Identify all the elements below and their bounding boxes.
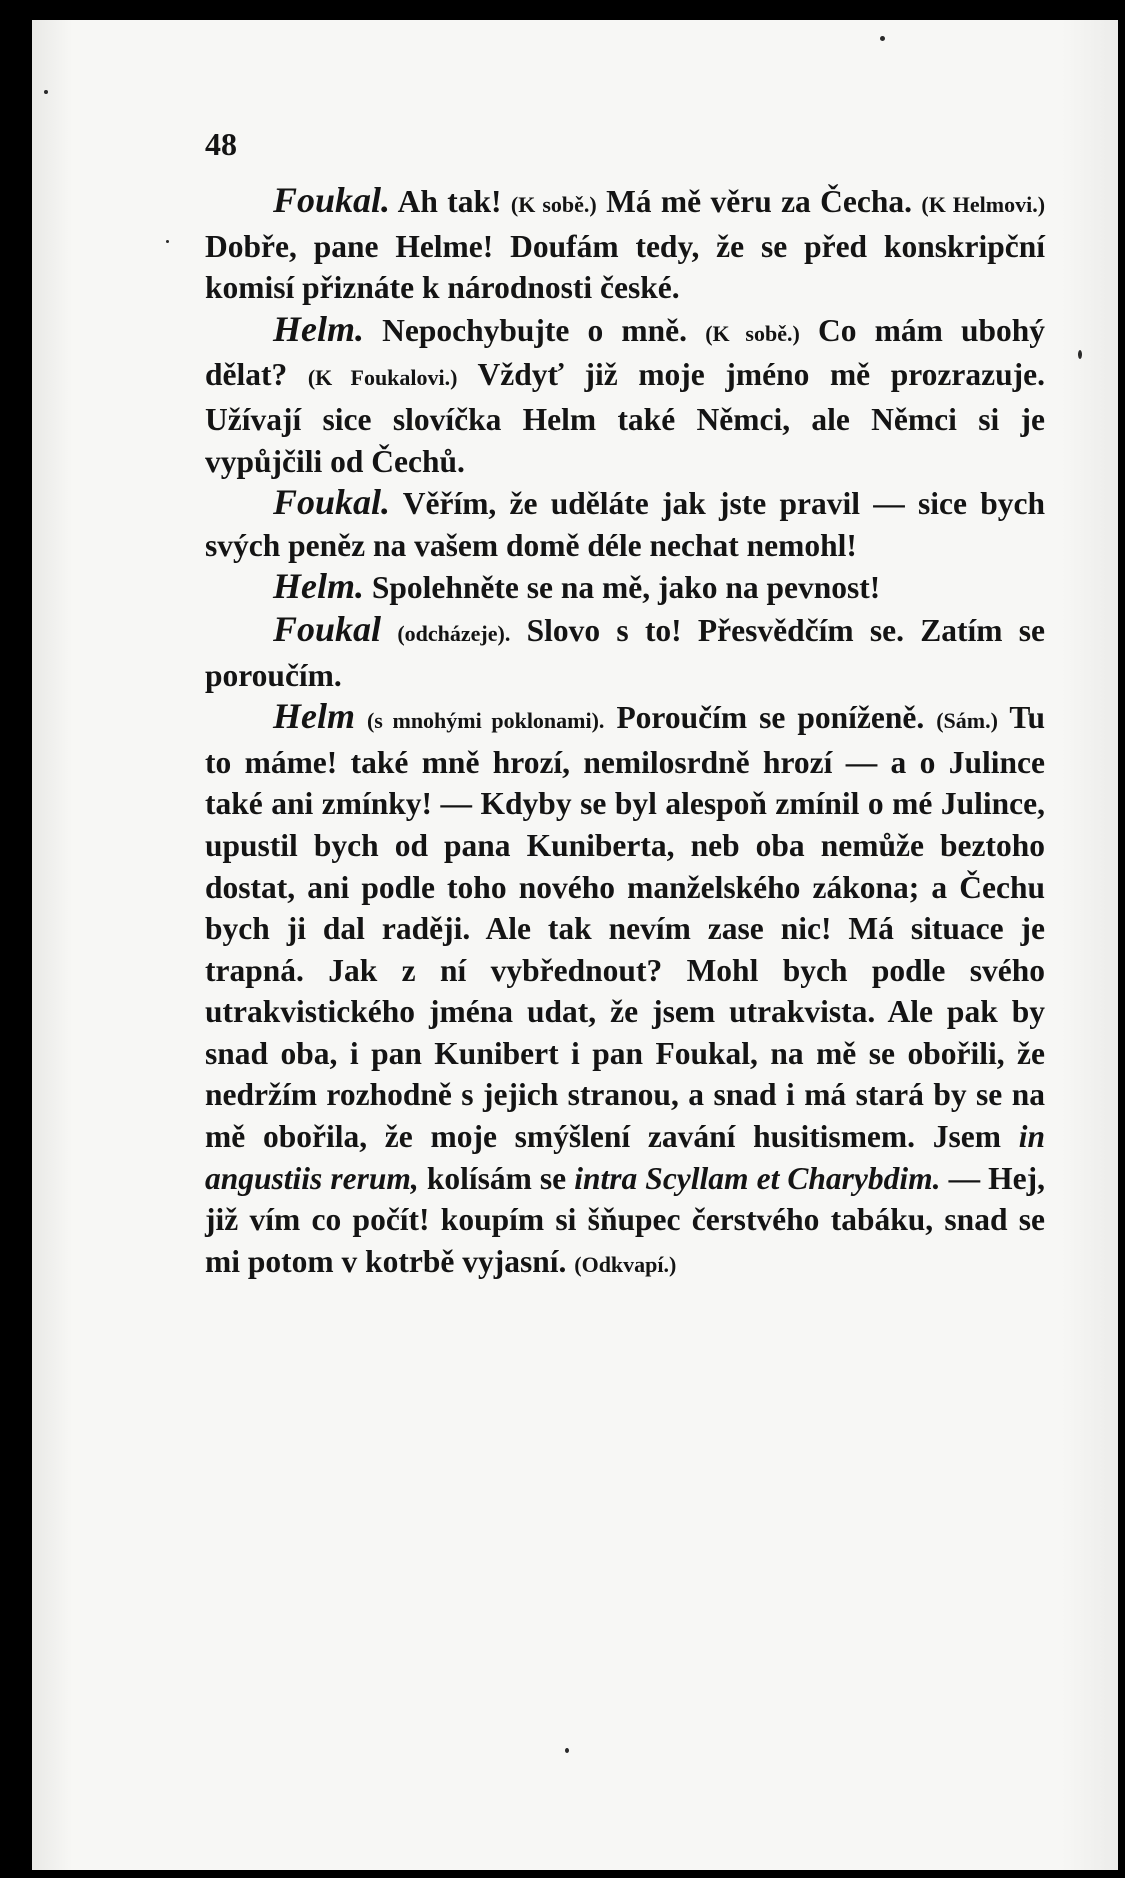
speech-text: Věřím, že uděláte jak jste pravil — sice bych svých peněz na vašem domě déle nechat nemohl! [205, 486, 1045, 563]
ink-speck [1078, 350, 1082, 359]
dialogue-paragraph [205, 180, 1045, 309]
ink-speck [880, 36, 885, 41]
speech-text: Ah tak! [397, 184, 502, 219]
play-text [205, 180, 1045, 1285]
dialogue-paragraph [205, 309, 1045, 482]
ink-speck [44, 90, 48, 94]
stage-direction: (K sobě.) [705, 320, 800, 346]
speaker-name: Helm [273, 696, 355, 737]
speech-text: Co mám ubohý dělat? [205, 312, 1046, 393]
stage-direction: (K Foukalovi.) [307, 365, 458, 391]
dialogue-paragraph [205, 696, 1045, 1285]
page-number: 48 [205, 126, 237, 162]
speech-text: Vždyť již moje jméno mě prozrazuje. Užívají sice slovíčka Helm také Němci, ale Němci si je vypůjčili od Čechů. [205, 357, 1045, 479]
speech-text: — Hej, již vím co počít! koupím si šňupec čerstvého tabáku, snad se mi potom v kotrbě vyjasní. [205, 1160, 1046, 1279]
speech-text: Dobře, pane Helme! Doufám tedy, že se před konskripční komisí přiznáte k národnosti české. [205, 228, 1045, 306]
stage-direction: (Sám.) [936, 708, 998, 734]
dialogue-paragraph [205, 609, 1045, 696]
stage-direction: (s mnohými poklonami). [366, 708, 605, 734]
latin-phrase: in angustiis rerum, [205, 1119, 1045, 1196]
speech-text: Tu to máme! také mně hrozí, nemilosrdně hrozí — a o Julince také ani zmínky! — Kdyby se byl alespoň zmínil o mé Julince, upustil bych od pana Kuniberta, neb oba nemůže beztoho dostat, ani podle toho nového manželského zákona; a Čechu bych ji dal raději. Ale tak nevím zase nic! Má situace je trapná. Jak z ní vybřednout? Mohl bych podle svého utrakvistického jména udat, že jsem utrakvista. Ale pak by snad oba, i pan Kunibert i pan Foukal, na mě se obořili, že nedržím rozhodně s jejich stranou, a snad i má stará by se na mě obořila, že moje smýšlení zavání husitismem. Jsem [205, 700, 1045, 1155]
stage-direction: (K sobě.) [510, 192, 597, 217]
speech-text: Má mě věru za Čecha. [606, 184, 913, 219]
speech-text: kolísám se [426, 1160, 567, 1196]
speaker-name: Foukal. [273, 180, 391, 220]
ink-speck [565, 1748, 569, 1753]
dialogue-paragraph [205, 566, 1045, 609]
stage-direction: (Odkvapí.) [574, 1251, 677, 1277]
speech-text: Spolehněte se na mě, jako na pevnost! [371, 570, 881, 606]
speech-text: Slovo s to! Přesvědčím se. Zatím se poroučím. [205, 612, 1046, 693]
latin-phrase: intra Scyllam et Charybdim. [574, 1160, 941, 1196]
speech-text: Nepochybujte o mně. [382, 312, 688, 348]
speaker-name: Helm. [273, 566, 364, 607]
speaker-name: Helm. [273, 308, 364, 349]
stage-direction: (odcházeje). [397, 620, 511, 646]
dialogue-paragraph [205, 482, 1045, 566]
ink-speck [166, 240, 169, 243]
speaker-name: Foukal [273, 608, 382, 649]
speech-text: Poroučím se poníženě. [616, 700, 925, 736]
speaker-name: Foukal. [273, 482, 391, 523]
stage-direction: (K Helmovi.) [921, 192, 1046, 217]
